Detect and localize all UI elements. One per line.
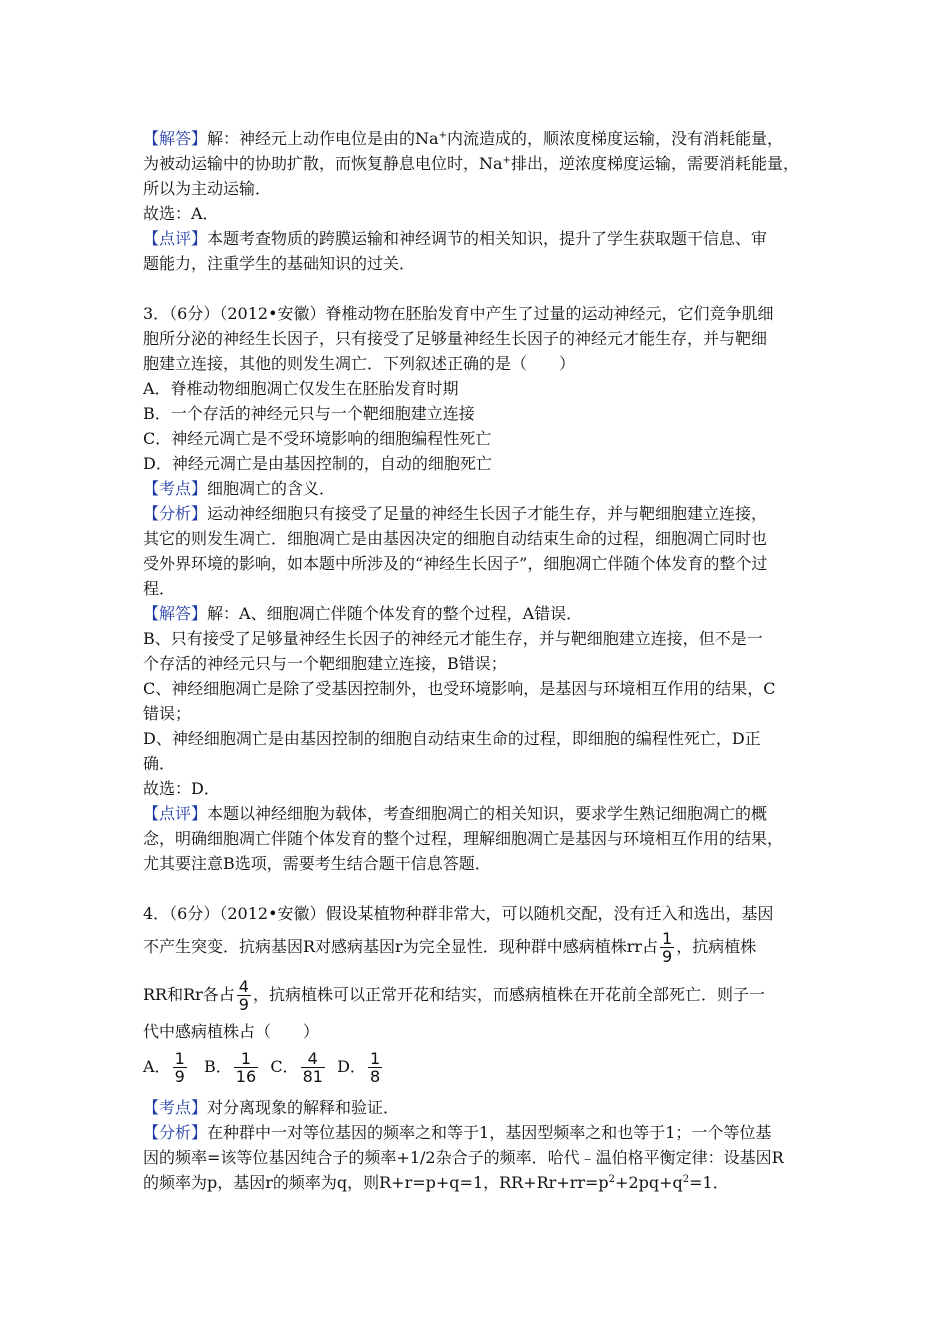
q4-stem-line-1: 4．（6分）（2012•安徽）假设某植物种群非常大，可以随机交配，没有迁入和选出，基因 [143, 904, 774, 923]
q3-analysis-line-1: 【分析】运动神经细胞只有接受了足量的神经生长因子才能生存，并与靶细胞建立连接， [143, 504, 768, 523]
q3-analysis-line-3: 受外界环境的影响，如本题中所涉及的“神经生长因子”，细胞凋亡伴随个体发育的整个过 [143, 554, 768, 573]
analysis-tag: 【分析】 [143, 504, 208, 523]
analysis-tag: 【分析】 [143, 1123, 208, 1142]
q4-stem-line-3: RR和Rr各占 $\frac{4}{9}$ ，抗病植株可以正常开花和结实，而感病植株在开花前全部死亡．则子一 [143, 977, 765, 1014]
q3-answer-line-4: C、神经细胞凋亡是除了受基因控制外，也受环境影响，是基因与环境相互作用的结果，C [143, 679, 776, 698]
fraction-4-9: $\frac{4}{9}$ [238, 977, 249, 1014]
q4-stem-line-2: 不产生突变．抗病基因R对感病基因r为完全显性．现种群中感病植株rr占 $\frac{1}{9}$ ，抗病植株 [143, 929, 757, 966]
q2-comment-line-1: 【点评】本题考查物质的跨膜运输和神经调节的相关知识，提升了学生获取题干信息、审 [143, 229, 768, 248]
q4-analysis-line-3: 的频率为p，基因r的频率为q，则R+r=p+q=1，$RR+Rr+rr=p^2+2pq+q^2=1$． [143, 1173, 729, 1192]
fraction-1-9: $\frac{1}{9}$ [662, 929, 673, 966]
q3-option-c: C．神经元凋亡是不受环境影响的细胞编程性死亡 [143, 429, 492, 448]
q4-option-c: C． $\frac{4}{81}$ [270, 1049, 323, 1086]
q3-option-a: A．脊椎动物细胞凋亡仅发生在胚胎发育时期 [143, 379, 459, 398]
q3-stem-line-2: 胞所分泌的神经生长因子，只有接受了足够量神经生长因子的神经元才能生存，并与靶细 [143, 329, 768, 348]
q4-option-d: D． $\frac{1}{8}$ [337, 1049, 381, 1086]
q3-answer-line-7: 确． [143, 754, 176, 773]
q2-answer-line-1: 【解答】解：神经元上动作电位是由的Na+内流造成的，顺浓度梯度运输，没有消耗能量， [143, 129, 783, 148]
q4-option-a: A． $\frac{1}{9}$ [143, 1049, 185, 1086]
q4-point: 【考点】对分离现象的解释和验证． [143, 1098, 400, 1117]
comment-tag: 【点评】 [143, 804, 208, 823]
answer-tag: 【解答】 [143, 129, 208, 148]
point-tag: 【考点】 [143, 479, 208, 498]
q3-comment-line-1: 【点评】本题以神经细胞为载体，考查细胞凋亡的相关知识，要求学生熟记细胞凋亡的概 [143, 804, 768, 823]
q3-answer-line-3: 个存活的神经元只与一个靶细胞建立连接，B错误； [143, 654, 507, 673]
q3-option-b: B．一个存活的神经元只与一个靶细胞建立连接 [143, 404, 475, 423]
q3-point: 【考点】细胞凋亡的含义． [143, 479, 336, 498]
q3-answer-line-5: 错误； [143, 704, 192, 723]
comment-tag: 【点评】 [143, 229, 208, 248]
q4-option-b: B． $\frac{1}{16}$ [204, 1049, 257, 1086]
q3-option-d: D．神经元凋亡是由基因控制的，自动的细胞死亡 [143, 454, 492, 473]
q2-choice: 故选：A． [143, 204, 219, 223]
q2-answer-line-2: 为被动运输中的协助扩散，而恢复静息电位时，Na+排出，逆浓度梯度运输，需要消耗能量， [143, 154, 799, 173]
q3-comment-line-3: 尤其要注意B选项，需要考生结合题干信息答题． [143, 854, 491, 873]
q4-analysis-line-2: 因的频率=该等位基因纯合子的频率+1/2杂合子的频率．哈代﹣温伯格平衡定律：设基因R [143, 1148, 784, 1167]
q3-answer-line-6: D、神经细胞凋亡是由基因控制的细胞自动结束生命的过程，即细胞的编程性死亡，D正 [143, 729, 761, 748]
point-tag: 【考点】 [143, 1098, 208, 1117]
q2-comment-line-2: 题能力，注重学生的基础知识的过关． [143, 254, 416, 273]
q3-stem-line-1: 3．（6分）（2012•安徽）脊椎动物在胚胎发育中产生了过量的运动神经元，它们竞争肌细 [143, 304, 774, 323]
q4-stem-line-4: 代中感病植株占（ ） [143, 1022, 320, 1041]
q3-stem-line-3: 胞建立连接，其他的则发生凋亡．下列叙述正确的是（ ） [143, 354, 576, 373]
q2-answer-line-3: 所以为主动运输． [143, 179, 272, 198]
q3-comment-line-2: 念，明确细胞凋亡伴随个体发育的整个过程，理解细胞凋亡是基因与环境相互作用的结果， [143, 829, 784, 848]
q3-analysis-line-4: 程． [143, 579, 176, 598]
q4-analysis-line-1: 【分析】在种群中一对等位基因的频率之和等于1，基因型频率之和也等于1；一个等位基 [143, 1123, 772, 1142]
q3-answer-line-2: B、只有接受了足够量神经生长因子的神经元才能生存，并与靶细胞建立连接，但不是一 [143, 629, 763, 648]
q4-options [143, 1050, 384, 1090]
q3-choice: 故选：D． [143, 779, 220, 798]
q3-analysis-line-2: 其它的则发生凋亡．细胞凋亡是由基因决定的细胞自动结束生命的过程，细胞凋亡同时也 [143, 529, 768, 548]
answer-tag: 【解答】 [143, 604, 208, 623]
q3-answer-line-1: 【解答】解：A、细胞凋亡伴随个体发育的整个过程，A错误． [143, 604, 583, 623]
